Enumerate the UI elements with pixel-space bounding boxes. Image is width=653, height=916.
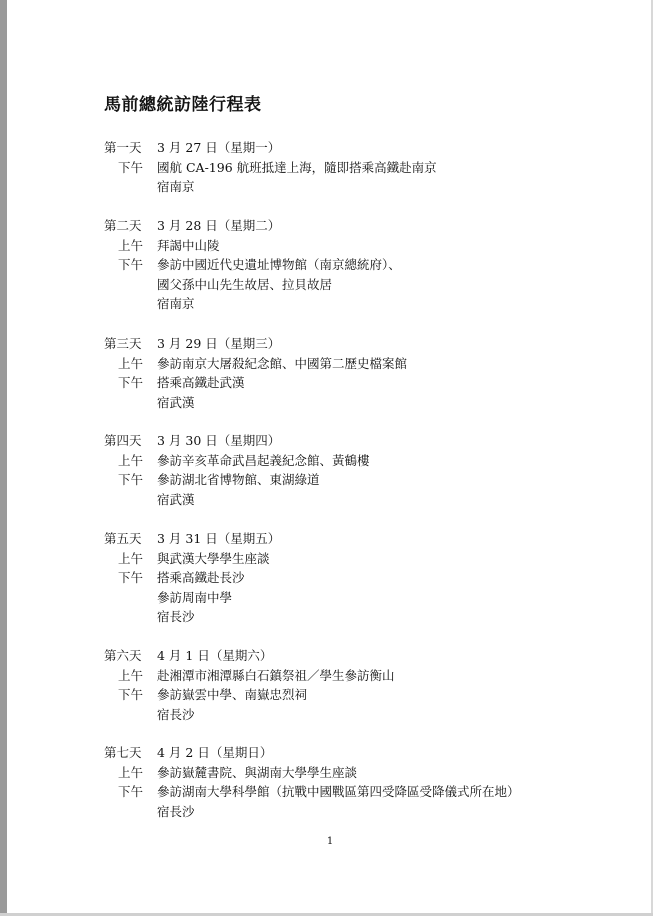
schedule-entry: 參訪周南中學: [157, 589, 233, 605]
schedule-row: [0, 451, 640, 471]
schedule-entry: 赴湘潭市湘潭縣白石鎮祭祖／學生參訪衡山: [157, 667, 395, 683]
schedule-row: [0, 275, 640, 295]
day-label: 第二天: [104, 218, 142, 233]
schedule-entry: 國航 CA-196 航班抵達上海，隨即搭乘高鐵赴南京: [157, 159, 437, 175]
schedule-row: [0, 236, 640, 256]
day-date: 4 月 2 日（星期日）: [157, 745, 273, 760]
schedule-entry: 參訪辛亥革命武昌起義紀念館、黃鶴樓: [157, 452, 370, 468]
schedule-row: [0, 490, 640, 510]
day-header: [0, 334, 640, 354]
period-label: 下午: [118, 570, 144, 585]
period-label: 上午: [118, 550, 144, 566]
day-header: [0, 743, 640, 763]
day-label: 第三天: [104, 336, 142, 351]
day-label: 第六天: [104, 648, 142, 663]
day-header: [0, 138, 640, 158]
day-section-5: [0, 529, 640, 627]
period-label: 上午: [118, 452, 144, 468]
day-section-2: [0, 216, 640, 314]
schedule-row: [0, 782, 640, 802]
period-label: 上午: [118, 355, 144, 371]
schedule-row: [0, 373, 640, 393]
schedule-entry: 宿南京: [157, 179, 195, 194]
period-label: 上午: [118, 764, 144, 780]
day-label: 第一天: [104, 140, 142, 155]
day-date: 3 月 30 日（星期四）: [157, 433, 281, 448]
schedule-row: [0, 685, 640, 705]
schedule-entry: 參訪南京大屠殺紀念館、中國第二歷史檔案館: [157, 355, 408, 371]
day-date: 3 月 28 日（星期二）: [157, 218, 281, 233]
schedule-row: [0, 666, 640, 686]
schedule-entry: 參訪嶽麓書院、與湖南大學學生座談: [157, 764, 358, 780]
day-label: 第七天: [104, 745, 142, 760]
schedule-entry: 參訪湖北省博物館、東湖綠道: [157, 472, 320, 487]
period-label: 下午: [118, 159, 144, 175]
schedule-entry: 與武漢大學學生座談: [157, 550, 270, 566]
schedule-row: [0, 177, 640, 197]
period-label: 下午: [118, 257, 144, 272]
period-label: 上午: [118, 667, 144, 683]
period-label: 下午: [118, 375, 144, 390]
schedule-row: [0, 354, 640, 374]
schedule-entry: 宿武漢: [157, 491, 195, 507]
schedule-entry: 宿武漢: [157, 394, 195, 410]
day-date: 3 月 29 日（星期三）: [157, 336, 281, 351]
schedule-row: [0, 255, 640, 275]
schedule-row: [0, 470, 640, 490]
day-header: [0, 529, 640, 549]
schedule-row: [0, 294, 640, 314]
day-section-6: [0, 646, 640, 724]
schedule-row: [0, 588, 640, 608]
day-section-3: [0, 334, 640, 412]
schedule-row: [0, 763, 640, 783]
schedule-row: [0, 549, 640, 569]
day-section-4: [0, 431, 640, 509]
day-label: 第五天: [104, 531, 142, 546]
day-header: [0, 216, 640, 236]
schedule-entry: 宿長沙: [157, 803, 195, 819]
schedule-entry: 參訪嶽雲中學、南嶽忠烈祠: [157, 687, 308, 702]
day-header: [0, 646, 640, 666]
schedule-row: [0, 607, 640, 627]
page-title: 馬前總統訪陸行程表: [104, 95, 262, 115]
day-date: 4 月 1 日（星期六）: [157, 648, 273, 663]
day-label: 第四天: [104, 433, 142, 448]
schedule-row: [0, 705, 640, 725]
day-section-1: [0, 138, 640, 197]
schedule-row: [0, 568, 640, 588]
day-section-7: [0, 743, 640, 821]
schedule-entry: 搭乘高鐵赴長沙: [157, 570, 245, 585]
schedule-entry: 拜謁中山陵: [157, 237, 220, 253]
schedule-entry: 國父孫中山先生故居、拉貝故居: [157, 276, 333, 292]
period-label: 下午: [118, 472, 144, 487]
schedule-entry: 宿長沙: [157, 706, 195, 722]
period-label: 上午: [118, 237, 144, 253]
schedule-row: [0, 393, 640, 413]
schedule-row: [0, 802, 640, 822]
day-header: [0, 431, 640, 451]
schedule-entry: 參訪中國近代史遺址博物館（南京總統府）、: [157, 257, 401, 272]
schedule-entry: 參訪湖南大學科學館（抗戰中國戰區第四受降區受降儀式所在地）: [157, 784, 520, 799]
period-label: 下午: [118, 687, 144, 702]
day-date: 3 月 27 日（星期一）: [157, 140, 281, 155]
day-date: 3 月 31 日（星期五）: [157, 531, 281, 546]
schedule-row: [0, 158, 640, 178]
schedule-entry: 宿長沙: [157, 609, 195, 624]
page-number: 1: [326, 836, 334, 847]
period-label: 下午: [118, 784, 144, 799]
schedule-entry: 搭乘高鐵赴武漢: [157, 375, 245, 390]
schedule-entry: 宿南京: [157, 296, 195, 311]
